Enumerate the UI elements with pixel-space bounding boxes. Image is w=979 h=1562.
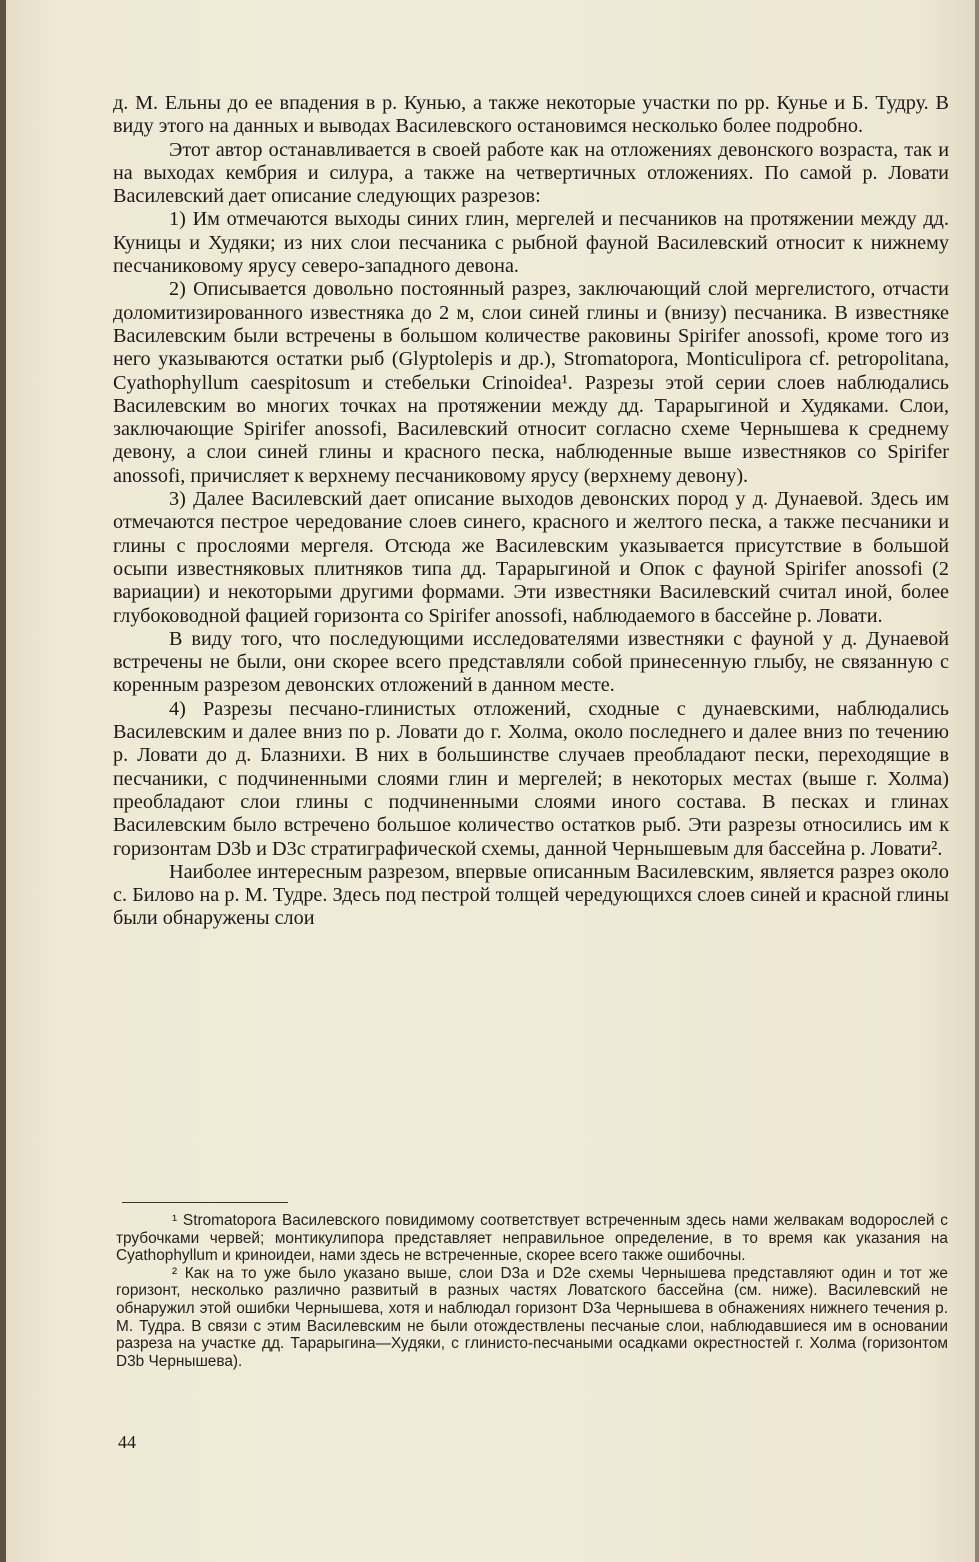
paragraph-6: В виду того, что последующими исследователями известняки с фауной у д. Дунаевой встречены не были, они скорее всего представляли собой принесенную глыбу, не связанную с коренным разрезом девонских отложений в данном месте. [113, 627, 949, 697]
paragraph-8: Наиболее интересным разрезом, впервые описанным Василевским, является разрез около с. Билово на р. М. Тудре. Здесь под пестрой толщей чередующихся слоев синей и красной глины были обнаружены слои [113, 860, 949, 930]
page-number: 44 [118, 1432, 136, 1452]
footnote-separator [122, 1202, 288, 1203]
paragraph-3: 1) Им отмечаются выходы синих глин, мергелей и песчаников на протяжении между дд. Куницы и Худяки; из них слои песчаника с рыбной фауной Василевский относит к нижнему песчаниковому ярусу северо-западного девона. [113, 208, 949, 278]
paragraph-7: 4) Разрезы песчано-глинистых отложений, сходные с дунаевскими, наблюдались Василевским и далее вниз по р. Ловати до г. Холма, около последнего и далее вниз по течению р. Ловати до д. Блазнихи. В них в большинстве случаев преобладают пески, переходящие в песчаники, с подчиненными слоями глин и мергелей; в некоторых местах (выше г. Холма) преобладают слои глины с подчиненными слоями иного состава. В песках и глинах Василевским было встречено большое количество остатков рыб. Эти разрезы относились им к горизонтам D3b и D3c стратиграфической схемы, данной Чернышевым для бассейна р. Ловати². [113, 697, 949, 860]
main-text [113, 92, 949, 931]
paragraph-5: 3) Далее Василевский дает описание выходов девонских пород у д. Дунаевой. Здесь им отмечаются пестрое чередование слоев синего, красного и желтого песка, а также песчаники и глины с прослоями мергеля. Отсюда же Василевским указывается присутствие в большой осыпи известняковых плитняков типа дд. Тарарыгиной и Опок с фауной Spirifer anossofi (2 вариации) и некоторыми другими формами. Эти известняки Василевский считал иной, более глубоководной фацией горизонта со Spirifer anossofi, наблюдаемого в бассейне р. Ловати. [113, 488, 949, 627]
binding-edge [0, 0, 6, 1562]
paragraph-4: 2) Описывается довольно постоянный разрез, заключающий слой мергелистого, отчасти доломитизированного известняка до 2 м, слои синей глины и (внизу) песчаника. В известняке Василевским были встречены в большом количестве раковины Spirifer anossofi, кроме того из него указываются остатки рыб (Glyptolepis и др.), Stromatopora, Monticulipora cf. petropolitana, Cyathophyllum caespitosum и стебельки Crinoidea¹. Разрезы этой серии слоев наблюдались Василевским во многих точках на протяжении между дд. Тарарыгиной и Худяками. Слои, заключающие Spirifer anossofi, Василевский относит согласно схеме Чернышева к среднему девону, а слои синей глины и красного песка, наблюденные выше известняков со Spirifer anossofi, причисляет к верхнему песчаниковому ярусу (верхнему девону). [113, 278, 949, 487]
paragraph-2: Этот автор останавливается в своей работе как на отложениях девонского возраста, так и на выходах кембрия и силура, а также на четвертичных отложениях. По самой р. Ловати Василевский дает описание следующих разрезов: [113, 138, 949, 208]
paragraph-1: д. М. Ельны до ее впадения в р. Кунью, а также некоторые участки по рр. Кунье и Б. Тудру. В виду этого на данных и выводах Василевского остановимся несколько более подробно. [113, 92, 949, 138]
page-edge [975, 0, 979, 1562]
footnote-1: ¹ Stromatopora Василевского повидимому соответствует встреченным здесь нами желвакам водорослей с трубочками червей; монтикулипора представляет неправильное определение, в то время как указания на Cyathophyllum и криноидеи, нами здесь не встреченные, скорее всего также ошибочны. [116, 1212, 948, 1265]
footnotes [116, 1212, 948, 1370]
footnote-2: ² Как на то уже было указано выше, слои D3a и D2e схемы Чернышева представляют один и тот же горизонт, несколько различно развитый в разных частях Ловатского бассейна (см. ниже). Василевский не обнаружил этой ошибки Чернышева, хотя и наблюдал горизонт D3a Чернышева в обнажениях нижнего течения р. М. Тудра. В связи с этим Василевским не были отождествлены песчаные слои, наблюдавшиеся им в основании разреза на участке дд. Тарарыгина—Худяки, с глинисто-песчаными осадками окрестностей г. Холма (горизонтом D3b Чернышева). [116, 1264, 948, 1370]
